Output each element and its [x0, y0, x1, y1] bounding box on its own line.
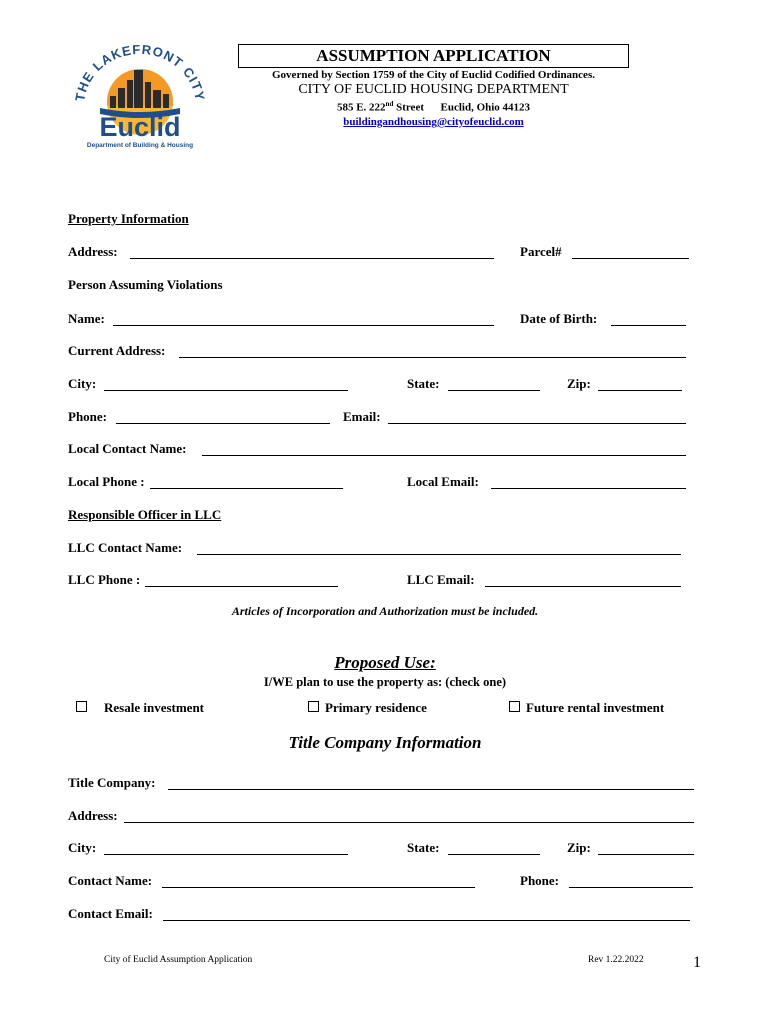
name-field[interactable] [113, 325, 494, 326]
future-rental-label: Future rental investment [526, 700, 665, 715]
title-company-label: Title Company: [68, 775, 156, 790]
email-field[interactable] [388, 423, 686, 424]
dob-label: Date of Birth: [520, 311, 598, 326]
tc-phone-label: Phone: [520, 873, 559, 888]
form-title: ASSUMPTION APPLICATION [238, 44, 629, 68]
current-address-field[interactable] [179, 357, 686, 358]
state-field[interactable] [448, 390, 540, 391]
department-email-link[interactable]: buildingandhousing@cityofeuclid.com [343, 116, 524, 128]
tc-contact-name-field[interactable] [162, 887, 475, 888]
address-field[interactable] [130, 258, 494, 259]
tc-phone-field[interactable] [569, 887, 693, 888]
footer-revision: Rev 1.22.2022 [588, 955, 644, 965]
tc-city-label: City: [68, 840, 97, 855]
tc-address-field[interactable] [124, 822, 694, 823]
page-number: 1 [693, 954, 701, 971]
dob-field[interactable] [611, 325, 686, 326]
tc-contact-email-label: Contact Email: [68, 906, 153, 921]
llc-email-label: LLC Email: [407, 572, 475, 587]
title-company-field[interactable] [168, 789, 694, 790]
city-field[interactable] [104, 390, 348, 391]
phone-field[interactable] [116, 423, 330, 424]
logo-arc-text: THE LAKEFRONT CITY [72, 44, 208, 103]
local-email-label: Local Email: [407, 474, 479, 489]
name-label: Name: [68, 311, 105, 326]
email-label: Email: [343, 409, 381, 424]
current-address-label: Current Address: [68, 343, 166, 358]
local-contact-label: Local Contact Name: [68, 441, 187, 456]
local-phone-field[interactable] [150, 488, 343, 489]
resale-checkbox[interactable] [76, 701, 87, 712]
llc-phone-field[interactable] [145, 586, 338, 587]
tc-address-label: Address: [68, 808, 118, 823]
zip-label: Zip: [567, 376, 591, 391]
future-rental-checkbox[interactable] [509, 701, 520, 712]
local-email-field[interactable] [491, 488, 686, 489]
parcel-field[interactable] [572, 258, 689, 259]
tc-contact-name-label: Contact Name: [68, 873, 153, 888]
logo-tagline: Department of Building & Housing [86, 142, 194, 149]
llc-note: Articles of Incorporation and Authorization must be included. [231, 604, 539, 618]
tc-state-label: State: [407, 840, 440, 855]
footer-doc-name: City of Euclid Assumption Application [104, 955, 253, 965]
llc-email-field[interactable] [485, 586, 681, 587]
tc-city-field[interactable] [104, 854, 348, 855]
euclid-logo [70, 44, 210, 152]
llc-contact-label: LLC Contact Name: [68, 540, 183, 555]
proposed-use-subheading: I/WE plan to use the property as: (check one) [263, 675, 507, 689]
proposed-use-heading: Proposed Use: [334, 653, 436, 672]
tc-zip-field[interactable] [598, 854, 694, 855]
property-section-title: Property Information [68, 211, 189, 226]
logo-name: Euclid [99, 112, 181, 142]
address-label: Address: [68, 244, 118, 259]
llc-contact-field[interactable] [197, 554, 681, 555]
governed-line: Governed by Section 1759 of the City of Euclid Codified Ordinances. [272, 69, 595, 81]
llc-phone-label: LLC Phone : [68, 572, 141, 587]
parcel-label: Parcel# [520, 244, 562, 259]
department-name: CITY OF EUCLID HOUSING DEPARTMENT [298, 82, 569, 97]
zip-field[interactable] [598, 390, 682, 391]
primary-residence-label: Primary residence [325, 700, 427, 715]
llc-section-title: Responsible Officer in LLC [68, 507, 222, 522]
state-label: State: [407, 376, 440, 391]
city-label: City: [68, 376, 97, 391]
resale-label: Resale investment [104, 700, 205, 715]
local-contact-field[interactable] [202, 455, 686, 456]
person-section-title: Person Assuming Violations [68, 277, 223, 292]
tc-contact-email-field[interactable] [163, 920, 690, 921]
phone-label: Phone: [68, 409, 107, 424]
department-address: 585 E. 222nd Street Euclid, Ohio 44123 [336, 100, 531, 114]
tc-state-field[interactable] [448, 854, 540, 855]
title-company-heading: Title Company Information [288, 733, 482, 752]
local-phone-label: Local Phone : [68, 474, 145, 489]
tc-zip-label: Zip: [567, 840, 591, 855]
primary-residence-checkbox[interactable] [308, 701, 319, 712]
